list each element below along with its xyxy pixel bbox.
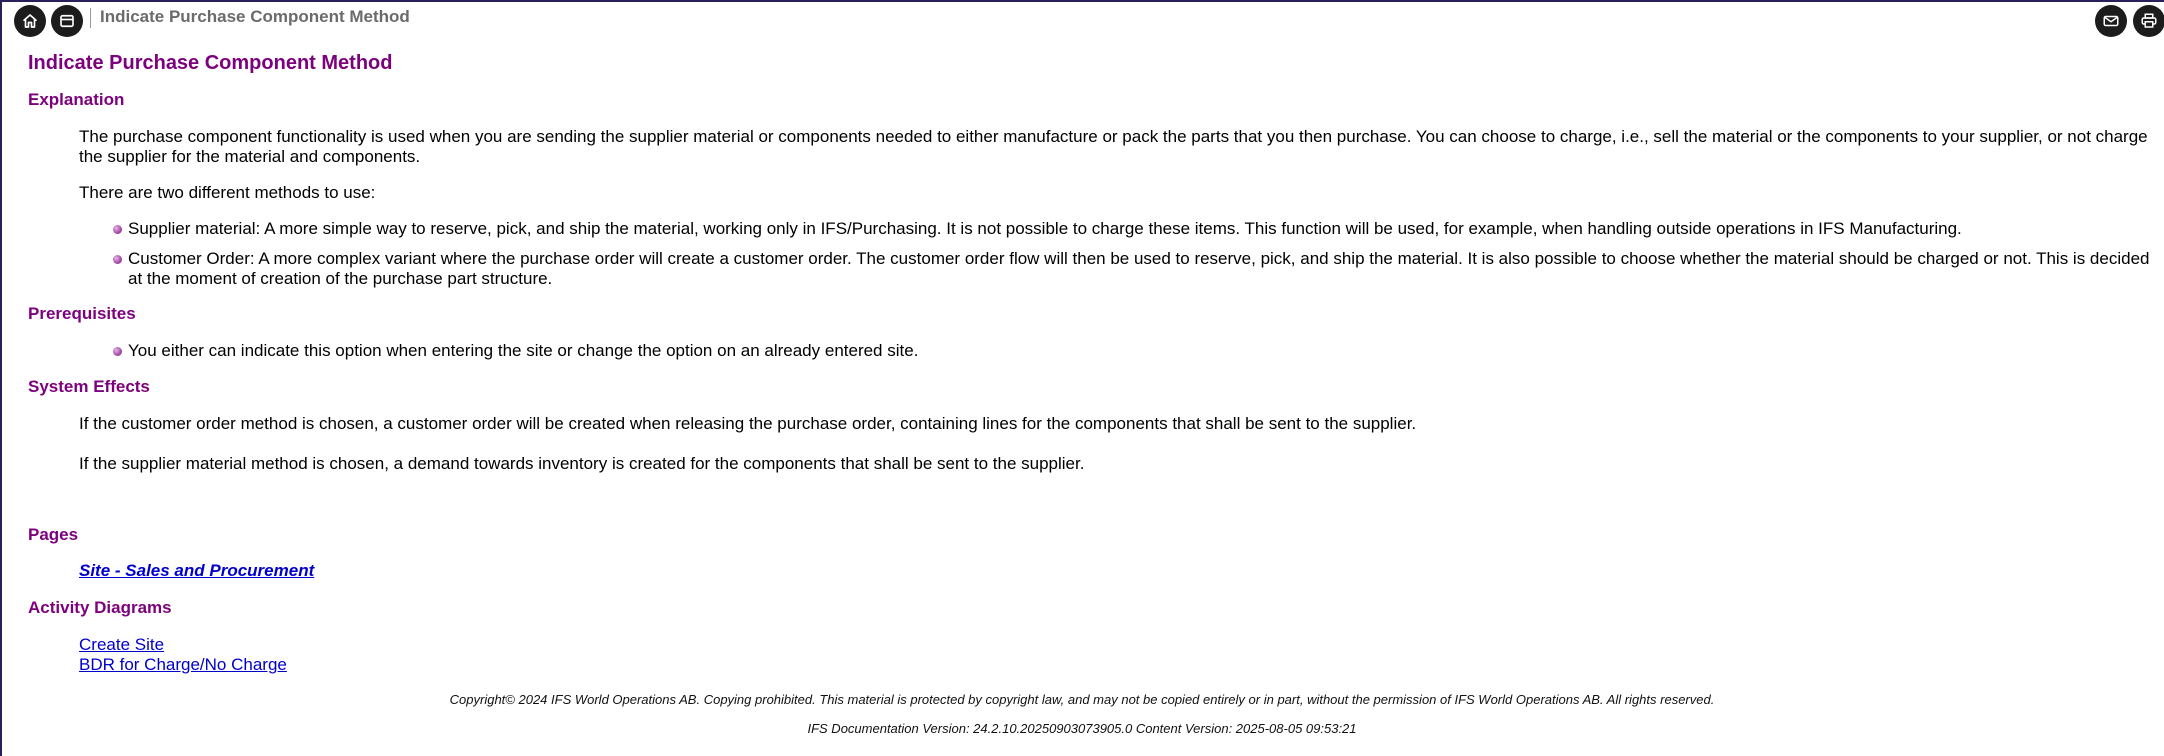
- print-button[interactable]: [2133, 5, 2164, 37]
- section-heading-pages: Pages: [28, 525, 79, 544]
- top-toolbar: [0, 0, 2164, 40]
- mail-icon: [2102, 12, 2120, 30]
- home-icon: [21, 12, 39, 30]
- window-icon: [58, 12, 76, 30]
- home-button[interactable]: [14, 5, 46, 37]
- explanation-paragraph-2: There are two different methods to use:: [79, 183, 376, 202]
- link-site-sales-procurement[interactable]: Site - Sales and Procurement: [79, 561, 315, 580]
- printer-icon: [2140, 12, 2158, 30]
- list-item: You either can indicate this option when entering the site or change the option on an already entered site.: [128, 341, 919, 360]
- window-button[interactable]: [51, 5, 83, 37]
- link-create-site[interactable]: Create Site: [79, 635, 165, 654]
- bullet-icon: [113, 225, 122, 234]
- toolbar-title: Indicate Purchase Component Method: [100, 7, 410, 26]
- system-effects-paragraph-1: If the customer order method is chosen, a customer order will be created when releasing the purchase order, containing lines for the components that shall be sent to the supplier.: [79, 414, 1417, 433]
- section-heading-explanation: Explanation: [28, 90, 125, 109]
- mail-button[interactable]: [2095, 5, 2127, 37]
- system-effects-paragraph-2: If the supplier material method is chosen, a demand towards inventory is created for the components that shall be sent to the supplier.: [79, 454, 1085, 473]
- page-title: Indicate Purchase Component Method: [28, 52, 393, 74]
- copyright-text: Copyright© 2024 IFS World Operations AB. Copying prohibited. This material is protected by copyright law, and may not be copied entirely or in part, without the permission of IFS World Operations AB. All rights reserved.: [449, 692, 1715, 707]
- bullet-icon: [113, 255, 122, 264]
- toolbar-separator: [90, 8, 91, 28]
- section-heading-activity-diagrams: Activity Diagrams: [28, 598, 172, 617]
- explanation-paragraph-1: The purchase component functionality is used when you are sending the supplier material or components needed to either manufacture or pack the parts that you then purchase. You can choose to charge, i.e., sell the material or the components to your supplier, or not charge the supplier for the material and components.: [79, 127, 2148, 166]
- version-text: IFS Documentation Version: 24.2.10.20250903073905.0 Content Version: 2025-08-05 09:53:21: [807, 721, 1357, 736]
- section-heading-system-effects: System Effects: [28, 377, 150, 396]
- link-bdr-charge-no-charge[interactable]: BDR for Charge/No Charge: [79, 655, 287, 674]
- bullet-icon: [113, 347, 122, 356]
- list-item: Supplier material: A more simple way to reserve, pick, and ship the material, working only in IFS/Purchasing. It is not possible to charge these items. This function will be used, for example, when handling outside operations in IFS Manufacturing.: [128, 219, 1962, 238]
- section-heading-prerequisites: Prerequisites: [28, 304, 136, 323]
- list-item: Customer Order: A more complex variant where the purchase order will create a customer order. The customer order flow will then be used to reserve, pick, and ship the material. It is also possible to choose whether the material should be charged or not. This is decided at the moment of creation of the purchase part structure.: [128, 249, 2150, 288]
